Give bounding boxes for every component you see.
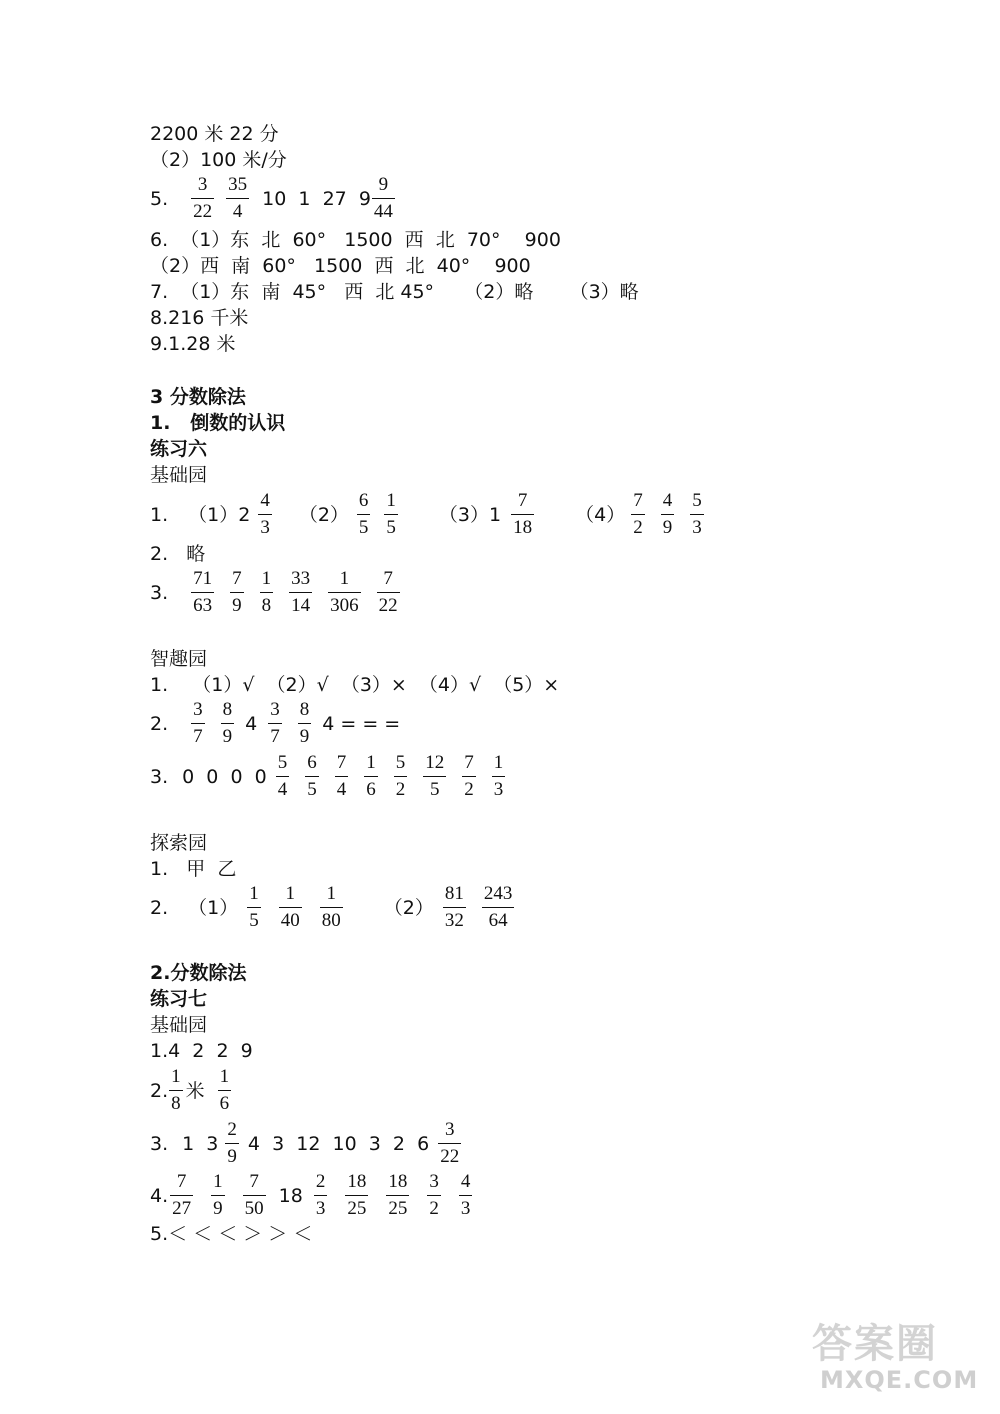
fraction — [372, 174, 395, 223]
denominator: 7 — [193, 726, 203, 747]
numerator: 9 — [378, 174, 389, 195]
numerator: 18 — [347, 1171, 367, 1192]
answer-text: 1. 甲 乙 — [150, 858, 237, 880]
answer-text: 4 = = = — [322, 712, 401, 735]
numerator: 1 — [261, 568, 272, 589]
numerator: 4 — [260, 490, 270, 511]
answer-text: 4. — [150, 1184, 169, 1207]
answer-text: 18 — [278, 1184, 303, 1207]
answer-text: 4 — [245, 712, 258, 735]
numerator: 3 — [197, 174, 208, 195]
denominator: 25 — [347, 1198, 367, 1219]
fraction — [631, 490, 645, 539]
denominator: 80 — [321, 910, 341, 931]
fraction-bar — [386, 1195, 409, 1196]
exercise-title-7 — [150, 987, 207, 1011]
fraction-bar — [218, 1090, 232, 1091]
denominator: 2 — [429, 1198, 439, 1219]
numerator: 5 — [395, 752, 406, 773]
ex7-q2 — [150, 1066, 234, 1115]
fraction-bar — [320, 907, 343, 908]
fraction-bar — [372, 198, 395, 199]
fraction-bar — [191, 723, 205, 724]
numerator: 3 — [444, 1119, 455, 1140]
fraction-bar — [243, 1195, 266, 1196]
fraction-bar — [511, 514, 534, 515]
answer-text: 1. 倒数的认识 — [150, 412, 286, 434]
fraction-bar — [298, 723, 312, 724]
fraction — [279, 883, 302, 932]
answer-line-distance-time — [150, 122, 279, 146]
denominator: 5 — [307, 779, 317, 800]
fraction-bar — [427, 1195, 441, 1196]
numerator: 6 — [307, 752, 317, 773]
numerator: 1 — [285, 883, 295, 904]
answer-text: （1）2 — [188, 503, 251, 526]
ex6-fun-q2 — [150, 699, 400, 748]
watermark-url: MXQE.COM — [820, 1366, 979, 1394]
denominator: 5 — [386, 517, 396, 538]
fraction — [298, 699, 312, 748]
fraction — [377, 568, 400, 617]
fraction — [423, 752, 446, 801]
answer-text: 米 — [185, 1079, 205, 1102]
numerator: 1 — [386, 490, 396, 511]
numerator: 4 — [662, 490, 673, 511]
numerator: 3 — [270, 699, 280, 720]
fraction-bar — [459, 1195, 473, 1196]
denominator: 27 — [172, 1198, 192, 1219]
fraction-bar — [258, 514, 272, 515]
denominator: 6 — [219, 1093, 230, 1114]
denominator: 9 — [662, 517, 673, 538]
answer-text: 2200 米 22 分 — [150, 123, 279, 145]
numerator: 7 — [336, 752, 347, 773]
denominator: 8 — [261, 595, 272, 616]
ex6-explore-q1 — [150, 857, 236, 881]
answer-text: （1） — [188, 896, 239, 919]
answer-text: 5. — [150, 187, 169, 210]
fraction — [289, 568, 312, 617]
denominator: 63 — [193, 595, 213, 616]
fraction — [462, 752, 476, 801]
answer-q6b — [150, 254, 531, 278]
fraction-bar — [357, 514, 371, 515]
answer-text: 7. （1）东 南 45° 西 北 45° （2）略 （3）略 — [150, 281, 639, 303]
numerator: 1 — [366, 752, 376, 773]
ex6-basic-q1 — [150, 490, 707, 539]
denominator: 2 — [633, 517, 643, 538]
fraction-bar — [631, 514, 645, 515]
denominator: 9 — [227, 1146, 237, 1167]
fraction — [320, 883, 343, 932]
fraction-bar — [423, 776, 446, 777]
numerator: 3 — [193, 699, 203, 720]
fraction — [221, 699, 235, 748]
denominator: 4 — [336, 779, 347, 800]
ex6-basic-q3 — [150, 568, 403, 617]
answer-text: 基础园 — [150, 464, 208, 486]
numerator: 5 — [277, 752, 288, 773]
fraction-bar — [305, 776, 319, 777]
answer-text: 1.4 2 2 9 — [150, 1040, 253, 1062]
ex7-q4 — [150, 1171, 475, 1220]
fraction-bar — [364, 776, 378, 777]
fraction — [170, 1171, 193, 1220]
numerator: 4 — [460, 1171, 471, 1192]
fraction — [191, 699, 205, 748]
fraction-bar — [328, 592, 361, 593]
numerator: 2 — [315, 1171, 326, 1192]
part-title-explore — [150, 831, 207, 855]
fraction — [438, 1119, 461, 1168]
denominator: 25 — [388, 1198, 408, 1219]
denominator: 7 — [270, 726, 280, 747]
denominator: 4 — [277, 779, 288, 800]
denominator: 6 — [366, 779, 376, 800]
numerator: 33 — [291, 568, 311, 589]
fraction — [243, 1171, 266, 1220]
fraction — [247, 883, 261, 932]
denominator: 9 — [222, 726, 233, 747]
fraction-bar — [170, 1195, 193, 1196]
denominator: 5 — [429, 779, 440, 800]
fraction — [511, 490, 534, 539]
answer-text: 2.分数除法 — [150, 962, 247, 984]
answer-text: 0 0 0 0 — [182, 765, 267, 788]
numerator: 5 — [692, 490, 702, 511]
fraction-bar — [226, 198, 249, 199]
numerator: 8 — [299, 699, 310, 720]
denominator: 22 — [440, 1146, 460, 1167]
fraction-bar — [191, 592, 214, 593]
fraction-bar — [345, 1195, 368, 1196]
denominator: 3 — [493, 779, 504, 800]
fraction — [305, 752, 319, 801]
numerator: 18 — [388, 1171, 408, 1192]
numerator: 1 — [493, 752, 504, 773]
fraction — [211, 1171, 225, 1220]
numerator: 1 — [171, 1066, 181, 1087]
fraction-bar — [247, 907, 261, 908]
denominator: 50 — [244, 1198, 264, 1219]
fraction-bar — [661, 514, 675, 515]
numerator: 1 — [213, 1171, 223, 1192]
denominator: 2 — [395, 779, 406, 800]
numerator: 1 — [326, 883, 336, 904]
answer-text: （2）西 南 60° 1500 西 北 40° 900 — [150, 255, 531, 277]
answer-q5 — [150, 174, 398, 223]
denominator: 3 — [315, 1198, 326, 1219]
numerator: 12 — [425, 752, 445, 773]
answer-text: （2） — [298, 503, 349, 526]
section-title — [150, 411, 285, 435]
answer-text: 8.216 千米 — [150, 307, 249, 329]
fraction — [386, 1171, 409, 1220]
fraction-bar — [443, 907, 466, 908]
answer-text: 1 3 — [182, 1132, 219, 1155]
denominator: 9 — [232, 595, 242, 616]
answer-text: 3 分数除法 — [150, 386, 246, 408]
fraction-bar — [221, 723, 235, 724]
watermark-logo — [812, 1322, 992, 1402]
fraction — [230, 568, 244, 617]
answer-text: （4） — [575, 503, 626, 526]
answer-text: （3）1 — [438, 503, 502, 526]
ex6-basic-q2 — [150, 542, 205, 566]
fraction — [258, 490, 272, 539]
fraction-bar — [211, 1195, 225, 1196]
fraction-bar — [438, 1143, 461, 1144]
fraction-bar — [492, 776, 506, 777]
answer-text: 3. — [150, 1132, 169, 1155]
fraction — [459, 1171, 473, 1220]
fraction — [690, 490, 704, 539]
denominator: 8 — [171, 1093, 181, 1114]
exercise-title — [150, 437, 207, 461]
denominator: 5 — [358, 517, 369, 538]
answer-q8 — [150, 306, 248, 330]
chapter-title — [150, 385, 246, 409]
numerator: 81 — [444, 883, 464, 904]
fraction — [384, 490, 398, 539]
denominator: 9 — [213, 1198, 223, 1219]
numerator: 7 — [517, 490, 528, 511]
fraction — [218, 1066, 232, 1115]
part-title-fun — [150, 647, 207, 671]
answer-text: 2. — [150, 712, 169, 735]
answer-text: 练习六 — [150, 438, 208, 460]
numerator: 7 — [383, 568, 393, 589]
fraction — [268, 699, 282, 748]
answer-text: （2）100 米/分 — [150, 149, 287, 171]
fraction — [191, 568, 214, 617]
denominator: 4 — [232, 201, 243, 222]
numerator: 1 — [339, 568, 350, 589]
fraction-bar — [462, 776, 476, 777]
fraction — [427, 1171, 441, 1220]
fraction — [225, 1119, 239, 1168]
fraction-bar — [482, 907, 515, 908]
fraction — [314, 1171, 328, 1220]
denominator: 306 — [330, 595, 359, 616]
numerator: 1 — [249, 883, 259, 904]
fraction-bar — [335, 776, 349, 777]
ex7-q1 — [150, 1039, 253, 1063]
denominator: 22 — [193, 201, 213, 222]
denominator: 40 — [280, 910, 300, 931]
ex7-q5 — [150, 1222, 312, 1246]
fraction — [335, 752, 349, 801]
numerator: 8 — [222, 699, 233, 720]
numerator: 71 — [193, 568, 213, 589]
denominator: 64 — [488, 910, 508, 931]
ex6-explore-q2 — [150, 883, 517, 932]
answer-text: 1. （1）√ （2）√ （3）× （4）√ （5）× — [150, 674, 560, 696]
answer-text: 4 3 12 10 3 2 6 — [247, 1132, 430, 1155]
answer-line-speed — [150, 148, 287, 172]
denominator: 2 — [464, 779, 474, 800]
answer-q9 — [150, 332, 235, 356]
fraction — [191, 174, 214, 223]
fraction-bar — [314, 1195, 328, 1196]
answer-text: 9.1.28 米 — [150, 333, 236, 355]
numerator: 1 — [219, 1066, 230, 1087]
ex7-q3 — [150, 1119, 464, 1168]
fraction-bar — [279, 907, 302, 908]
answer-text: 2. — [150, 896, 169, 919]
fraction — [345, 1171, 368, 1220]
denominator: 14 — [291, 595, 311, 616]
numerator: 7 — [464, 752, 474, 773]
fraction — [492, 752, 506, 801]
fraction — [357, 490, 371, 539]
fraction-bar — [289, 592, 312, 593]
section-title-2 — [150, 961, 246, 985]
fraction-bar — [394, 776, 408, 777]
fraction — [260, 568, 274, 617]
answer-text: 2. 略 — [150, 543, 206, 565]
fraction-bar — [384, 514, 398, 515]
numerator: 2 — [227, 1119, 237, 1140]
answer-text: 智趣园 — [150, 648, 208, 670]
answer-text: 5.＜ ＜ ＜ ＞ ＞ ＜ — [150, 1223, 313, 1245]
answer-text: 6. （1）东 北 60° 1500 西 北 70° 900 — [150, 229, 561, 251]
answer-text: 3. — [150, 765, 169, 788]
fraction-bar — [169, 1090, 183, 1091]
numerator: 7 — [633, 490, 643, 511]
numerator: 6 — [358, 490, 369, 511]
answer-text: 1. — [150, 503, 169, 526]
numerator: 3 — [429, 1171, 439, 1192]
fraction — [226, 174, 249, 223]
fraction — [364, 752, 378, 801]
denominator: 9 — [299, 726, 310, 747]
ex6-fun-q1 — [150, 673, 559, 697]
numerator: 7 — [232, 568, 242, 589]
answer-q6a — [150, 228, 561, 252]
fraction — [169, 1066, 183, 1115]
watermark-text: 答案圈 — [812, 1321, 938, 1367]
fraction — [661, 490, 675, 539]
fraction-bar — [260, 592, 274, 593]
fraction-bar — [225, 1143, 239, 1144]
numerator: 7 — [176, 1171, 187, 1192]
answer-text: 练习七 — [150, 988, 208, 1010]
numerator: 35 — [228, 174, 248, 195]
ex6-fun-q3 — [150, 752, 508, 801]
numerator: 7 — [249, 1171, 259, 1192]
denominator: 5 — [249, 910, 259, 931]
part-title-basic-7 — [150, 1013, 207, 1037]
answer-text: 2. — [150, 1079, 169, 1102]
fraction-bar — [690, 514, 704, 515]
fraction — [328, 568, 361, 617]
answer-text: 3. — [150, 581, 169, 604]
denominator: 3 — [260, 517, 270, 538]
part-title-basic — [150, 463, 207, 487]
numerator: 243 — [483, 883, 513, 904]
fraction-bar — [276, 776, 290, 777]
denominator: 18 — [513, 517, 533, 538]
fraction — [276, 752, 290, 801]
answer-q7 — [150, 280, 639, 304]
fraction-bar — [268, 723, 282, 724]
answer-text: 10 1 27 9 — [262, 187, 371, 210]
answer-text: 探索园 — [150, 832, 208, 854]
fraction — [394, 752, 408, 801]
fraction-bar — [230, 592, 244, 593]
fraction — [482, 883, 515, 932]
denominator: 3 — [692, 517, 702, 538]
denominator: 3 — [460, 1198, 471, 1219]
denominator: 22 — [378, 595, 398, 616]
denominator: 32 — [444, 910, 464, 931]
answer-text: 基础园 — [150, 1014, 208, 1036]
fraction — [443, 883, 466, 932]
answer-text: （2） — [383, 896, 434, 919]
fraction-bar — [191, 198, 214, 199]
fraction-bar — [377, 592, 400, 593]
denominator: 44 — [373, 201, 393, 222]
